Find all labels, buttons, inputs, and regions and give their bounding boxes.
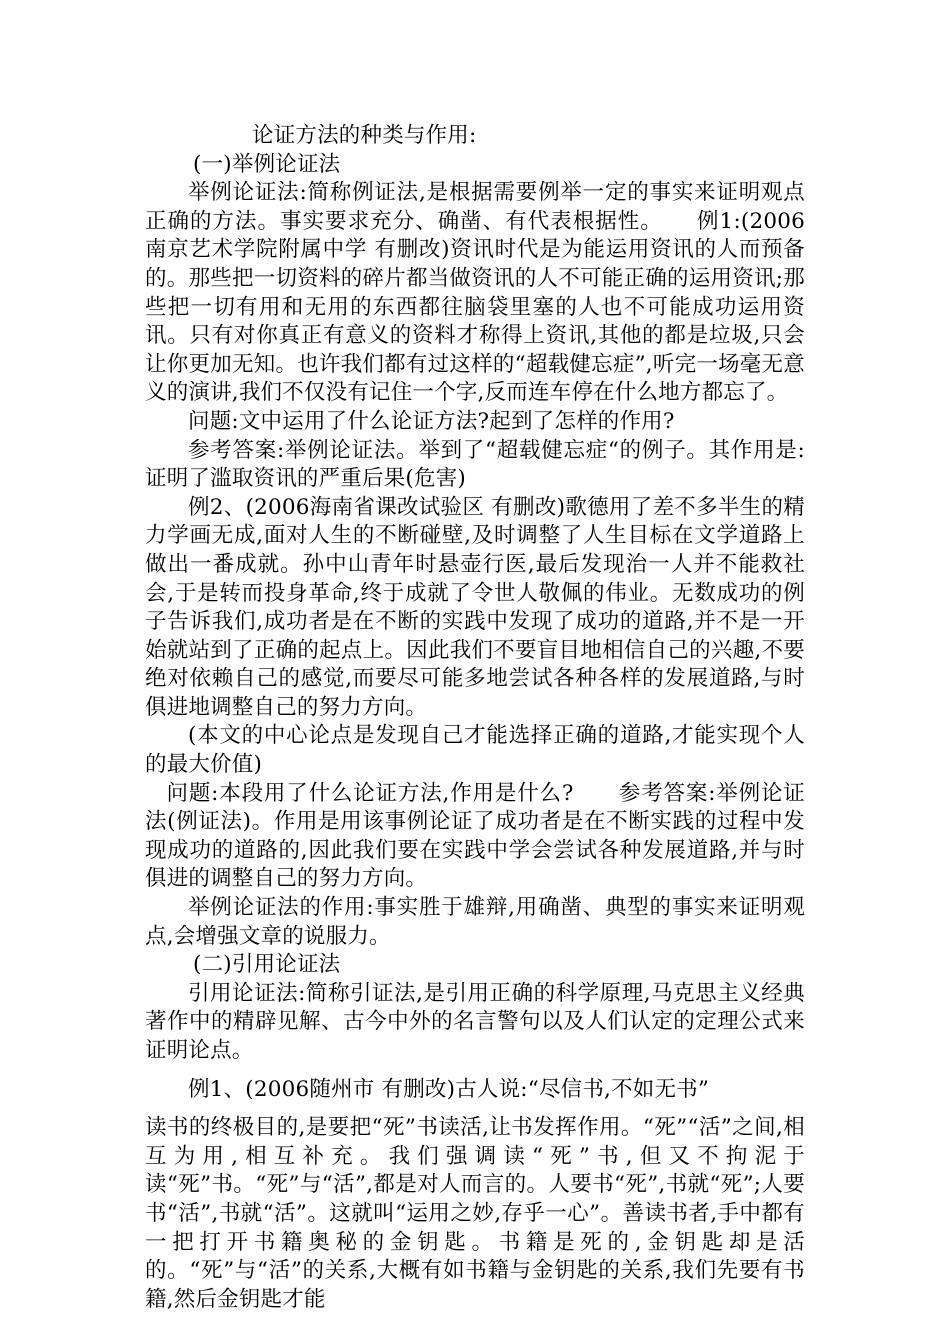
paragraph-central-argument: (本文的中心论点是发现自己才能选择正确的道路,才能实现个人的最大价值) — [145, 723, 805, 778]
paragraph-example-2: 例2、(2006海南省课改试验区 有删改)歌德用了差不多半生的精力学画无成,面对人生的不断碰壁,及时调整了人生目标在文学道路上做出一番成就。孙中山青年时悬壶行医,最后发现治一人并不能救社会,于是转而投身革命,终于成就了令世人敬佩的伟业。无数成功的例子告诉我们,成功者是在不断的实践中发现了成功的道路,并不是一开始就站到了正确的起点上。因此我们不要盲目地相信自己的兴趣,不要绝对依赖自己的感觉,而要尽可能多地尝试各种各样的发展道路,与时俱进地调整自己的努力方向。 — [145, 494, 805, 720]
spacer — [145, 1104, 805, 1114]
paragraph-question-1: 问题:文中运用了什么论证方法?起到了怎样的作用? — [188, 408, 675, 434]
paragraph-answer-1: 参考答案:举例论证法。举到了“超载健忘症“的例子。其作用是:证明了滥取资讯的严重后果(危害) — [145, 437, 805, 492]
paragraph-question-2: 问题:本段用了什么论证方法,作用是什么? 参考答案:举例论证法(例证法)。作用是用该事例论证了成功者是在不断实践的过程中发现成功的道路的,因此我们要在实践中学会尝试各种发展道路,并与时俱进的调整自己的努力方向。 — [145, 780, 805, 892]
paragraph-example-function: 举例论证法的作用:事实胜于雄辩,用确凿、典型的事实来证明观点,会增强文章的说服力。 — [145, 895, 805, 949]
document-title: 论证方法的种类与作用: — [252, 123, 477, 148]
paragraph-quotation-definition: 引用论证法:简称引证法,是引用正确的科学原理,马克思主义经典著作中的精辟见解、古今中外的名言警句以及人们认定的定理公式来证明论点。 — [145, 980, 805, 1063]
document-body — [145, 122, 805, 1314]
paragraph-quotation-example-1: 例1、(2006随州市 有删改)古人说:“尽信书,不如无书” — [188, 1076, 710, 1102]
paragraph-reading-text: 读书的终极目的,是要把“死”书读活,让书发挥作用。“死”“活”之间,相互为用,相互补充。我们强调读“死”书,但又不拘泥于读“死”书。“死”与“活”,都是对人而言的。人要书“死”,书就“死”;人要书“活”,书就“活”。这就叫“运用之妙,存乎一心”。善读书者,手中都有一把打开书籍奥秘的金钥匙。书籍是死的,金钥匙却是活的。“死”与“活”的关系,大概有如书籍与金钥匙的关系,我们先要有书籍,然后金钥匙才能 — [145, 1115, 805, 1312]
paragraph-example-definition: 举例论证法:简称例证法,是根据需要例举一定的事实来证明观点正确的方法。事实要求充分、确凿、有代表根据性。 例1:(2006南京艺术学院附属中学 有删改)资讯时代是为能运用资讯的人而预备的。那些把一切资料的碎片都当做资讯的人不可能正确的运用资讯;那些把一切有用和无用的东西都往脑袋里塞的人也不可能成功运用资讯。只有对你真正有意义的资料才称得上资讯,其他的都是垃圾,只会让你更加无知。也许我们都有过这样的“超载健忘症”,听完一场毫无意义的演讲,我们不仅没有记住一个字,反而连车停在什么地方都忘了。 — [145, 180, 805, 406]
section-heading-example-argument: (一)举例论证法 — [193, 151, 341, 177]
section-heading-quotation-argument: (二)引用论证法 — [193, 952, 341, 978]
spacer — [145, 1066, 805, 1076]
